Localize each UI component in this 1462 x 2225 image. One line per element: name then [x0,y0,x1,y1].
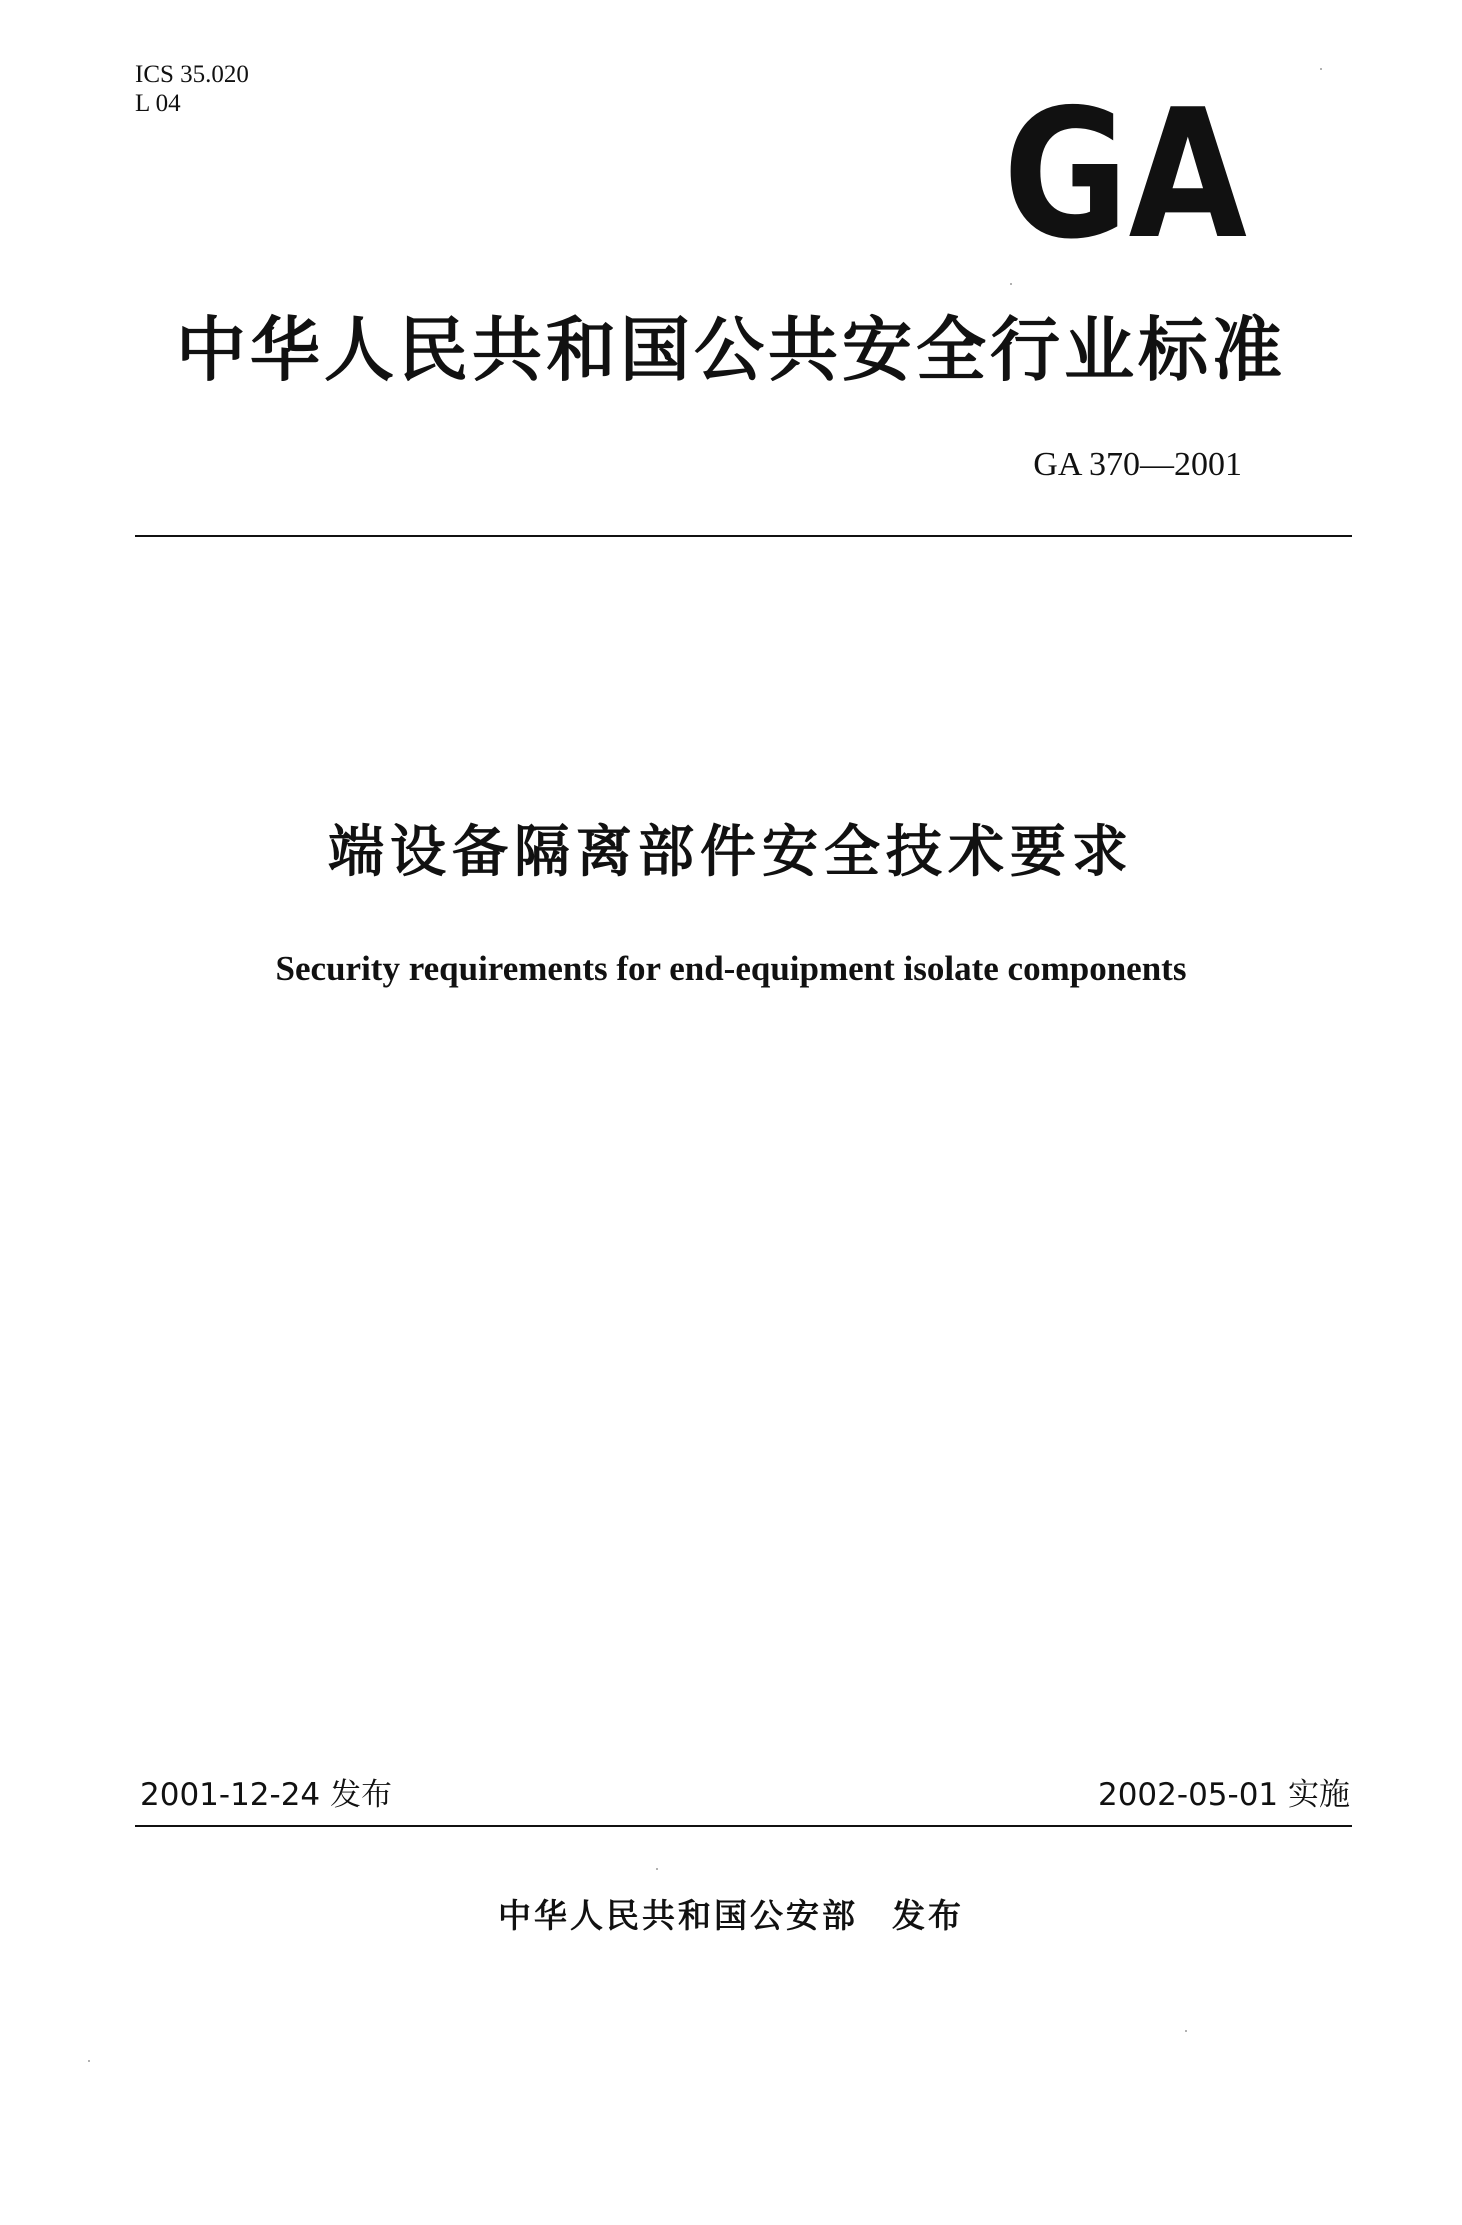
scan-speck [1185,2030,1187,2032]
standard-number: GA 370—2001 [1033,446,1242,483]
ics-code: ICS 35.020 [135,61,249,88]
document-title-zh: 端设备隔离部件安全技术要求 [328,820,1134,885]
publisher-line [0,1895,1462,1937]
header-divider [135,535,1352,537]
ga-logo [1000,71,1250,278]
ics-classification [135,60,249,118]
footer-divider [135,1825,1352,1827]
ga-logo-text: GA [1003,71,1247,278]
scan-speck [1320,68,1322,70]
scan-speck [88,2060,90,2062]
scan-speck [656,1868,658,1870]
publisher-action: 发布 [892,1896,964,1935]
ministry-title: 中华人民共和国公共安全行业标准 [176,309,1286,391]
ccs-code: L 04 [135,90,181,117]
publisher-name: 中华人民共和国公安部 [498,1896,858,1935]
scan-speck [1010,283,1012,285]
issue-date: 2001-12-24 发布 [140,1777,393,1813]
document-title-en: Security requirements for end-equipment isolate components [275,949,1187,988]
effective-date: 2002-05-01 实施 [1097,1777,1350,1813]
